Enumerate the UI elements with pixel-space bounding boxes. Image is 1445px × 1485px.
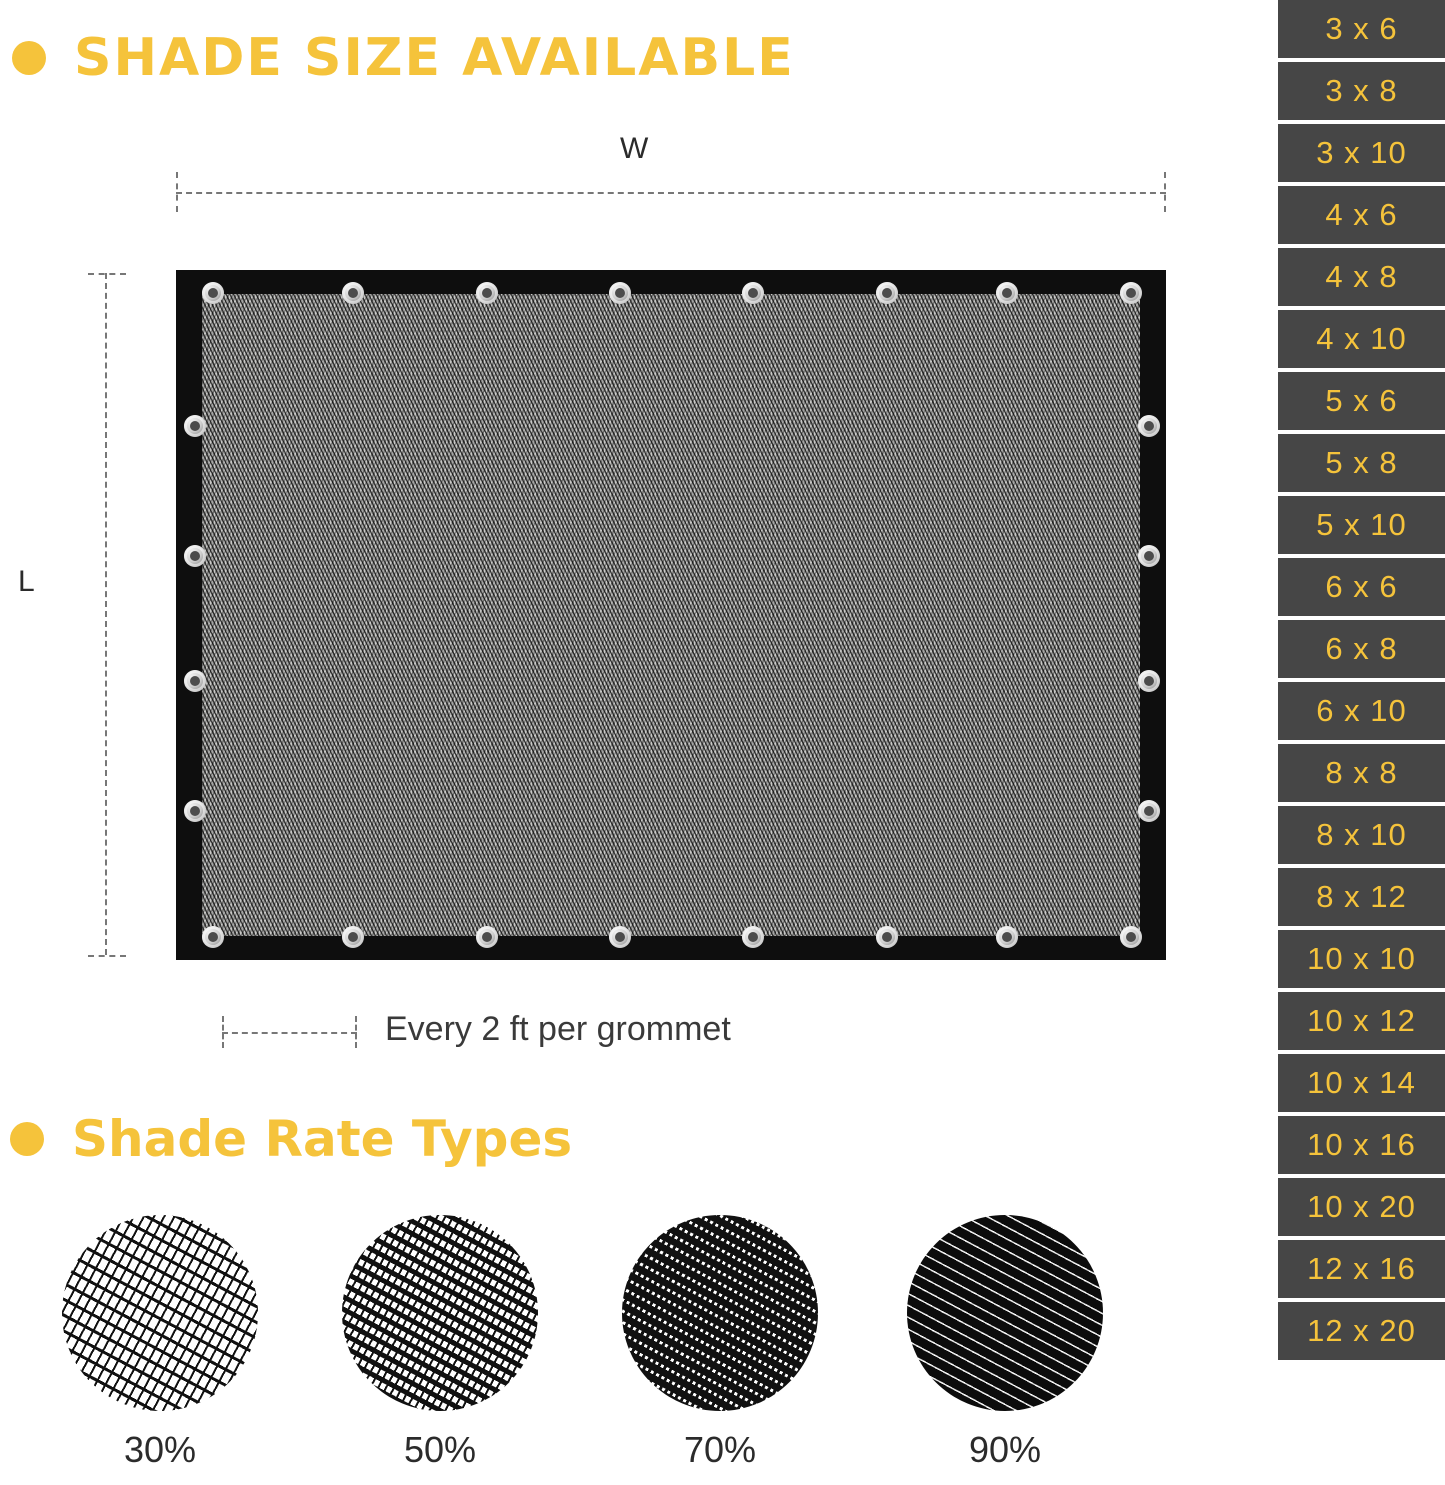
shade-rate-swatch-90	[907, 1215, 1103, 1411]
grommet	[1138, 800, 1160, 822]
grommet-spacing-label: Every 2 ft per grommet	[385, 1010, 731, 1048]
shade-cloth-panel	[176, 270, 1166, 960]
width-dimension-label: W	[620, 132, 649, 165]
grommet	[1138, 545, 1160, 567]
grommet	[1138, 670, 1160, 692]
grommet	[1120, 926, 1142, 948]
shade-rate-label-30: 30%	[123, 1429, 197, 1470]
grommet	[609, 282, 631, 304]
width-dimension-line	[176, 192, 1166, 194]
size-chip[interactable]: 3 x 10	[1278, 124, 1445, 182]
size-chip[interactable]: 10 x 16	[1278, 1116, 1445, 1174]
shade-rate-label-70: 70%	[683, 1429, 757, 1470]
size-chip[interactable]: 10 x 14	[1278, 1054, 1445, 1112]
page-title	[12, 28, 795, 88]
shade-rate-swatch-50	[342, 1215, 538, 1411]
grommet	[184, 415, 206, 437]
size-chip[interactable]: 10 x 12	[1278, 992, 1445, 1050]
width-tick-left	[176, 172, 178, 212]
shade-rate-title-label: Shade Rate Types	[72, 1110, 573, 1168]
grommet	[342, 282, 364, 304]
size-chip[interactable]: 5 x 6	[1278, 372, 1445, 430]
mesh-texture	[202, 294, 1140, 936]
length-tick-top	[88, 273, 126, 275]
grommet	[742, 282, 764, 304]
size-chip[interactable]: 8 x 8	[1278, 744, 1445, 802]
size-chip[interactable]: 5 x 10	[1278, 496, 1445, 554]
shade-rate-title	[10, 1110, 572, 1168]
grommet	[1138, 415, 1160, 437]
size-chip[interactable]: 10 x 20	[1278, 1178, 1445, 1236]
shade-rate-label-50: 50%	[403, 1429, 477, 1470]
size-chip[interactable]: 3 x 6	[1278, 0, 1445, 58]
length-dimension-label: L	[18, 565, 35, 598]
grommet	[202, 282, 224, 304]
grommet	[202, 926, 224, 948]
grommet-spacing-line	[222, 1032, 357, 1034]
shade-rate-swatches	[60, 1215, 1240, 1485]
shade-size-diagram	[0, 110, 1260, 1100]
bullet-icon	[10, 1122, 44, 1156]
width-tick-right	[1164, 172, 1166, 212]
grommet	[342, 926, 364, 948]
grommet	[876, 282, 898, 304]
shade-rate-item-50	[340, 1215, 540, 1471]
shade-rate-item-30	[60, 1215, 260, 1471]
size-chip[interactable]: 12 x 20	[1278, 1302, 1445, 1360]
size-chip[interactable]: 8 x 10	[1278, 806, 1445, 864]
size-chip[interactable]: 4 x 6	[1278, 186, 1445, 244]
shade-rate-swatch-30	[62, 1215, 258, 1411]
size-chip[interactable]: 3 x 8	[1278, 62, 1445, 120]
size-chip[interactable]: 6 x 10	[1278, 682, 1445, 740]
bullet-icon	[12, 41, 46, 75]
shade-rate-label-90: 90%	[968, 1429, 1042, 1470]
size-chip[interactable]: 4 x 8	[1278, 248, 1445, 306]
grommet	[996, 282, 1018, 304]
grommet	[742, 926, 764, 948]
size-chip[interactable]: 8 x 12	[1278, 868, 1445, 926]
grommet	[996, 926, 1018, 948]
grommet	[1120, 282, 1142, 304]
size-chip[interactable]: 12 x 16	[1278, 1240, 1445, 1298]
grommet-spacing-tick-left	[222, 1016, 224, 1048]
size-chip[interactable]: 10 x 10	[1278, 930, 1445, 988]
page-title-label: SHADE SIZE AVAILABLE	[74, 28, 795, 88]
grommet	[876, 926, 898, 948]
grommet	[476, 926, 498, 948]
size-chip[interactable]: 4 x 10	[1278, 310, 1445, 368]
shade-rate-swatch-70	[622, 1215, 818, 1411]
grommet	[184, 800, 206, 822]
grommet	[184, 545, 206, 567]
shade-rate-item-90	[905, 1215, 1105, 1471]
size-chip[interactable]: 5 x 8	[1278, 434, 1445, 492]
grommet-spacing-tick-right	[355, 1016, 357, 1048]
grommet	[609, 926, 631, 948]
size-list	[1278, 0, 1445, 1485]
length-dimension-line	[105, 273, 107, 955]
size-chip[interactable]: 6 x 6	[1278, 558, 1445, 616]
grommet	[184, 670, 206, 692]
shade-rate-item-70	[620, 1215, 820, 1471]
size-chip[interactable]: 6 x 8	[1278, 620, 1445, 678]
length-tick-bottom	[88, 955, 126, 957]
grommet	[476, 282, 498, 304]
